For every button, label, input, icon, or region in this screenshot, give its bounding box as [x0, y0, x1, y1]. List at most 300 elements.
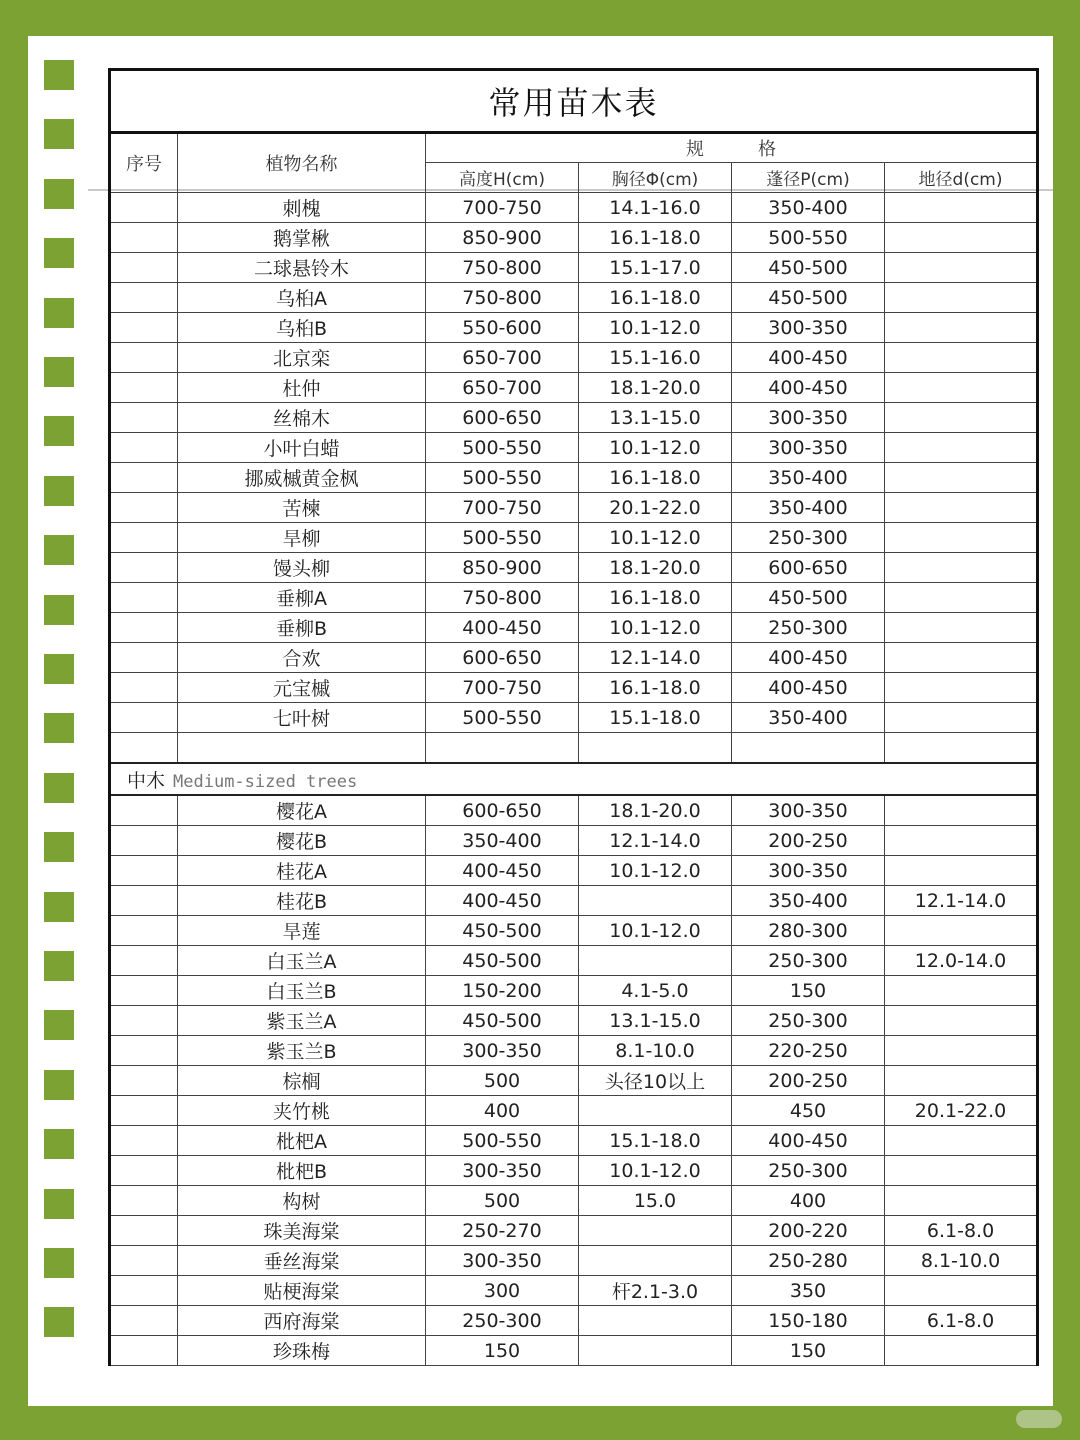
table-row: [110, 1066, 1038, 1096]
cell-crown: 280-300: [732, 916, 885, 946]
cell-height: 150: [426, 1336, 579, 1366]
cell-crown: 200-250: [732, 1066, 885, 1096]
cell-name: 旱莲: [178, 916, 426, 946]
cell-dbh: [579, 946, 732, 976]
cell-crown: 250-280: [732, 1246, 885, 1276]
cell-height: 650-700: [426, 343, 579, 373]
cell-dbh: 18.1-20.0: [579, 553, 732, 583]
cell-height: 150-200: [426, 976, 579, 1006]
cell-crown: 450-500: [732, 283, 885, 313]
table-row: [110, 1096, 1038, 1126]
table-row: [110, 1126, 1038, 1156]
cell-height: 350-400: [426, 826, 579, 856]
blank-cell: [178, 733, 426, 764]
cell-name: 垂丝海棠: [178, 1246, 426, 1276]
cell-height: 300: [426, 1276, 579, 1306]
cell-name: 元宝槭: [178, 673, 426, 703]
cell-name: 垂柳A: [178, 583, 426, 613]
cell-crown: 450-500: [732, 253, 885, 283]
cell-ground: [885, 283, 1038, 313]
cell-dbh: 14.1-16.0: [579, 193, 732, 223]
cell-dbh: 15.0: [579, 1186, 732, 1216]
section-label-cn: 中木: [127, 769, 166, 792]
header-ground: 地径d(cm): [885, 163, 1038, 193]
cell-seq: [110, 1066, 178, 1096]
cell-height: 750-800: [426, 253, 579, 283]
cell-ground: [885, 553, 1038, 583]
cell-ground: [885, 223, 1038, 253]
cell-name: 紫玉兰B: [178, 1036, 426, 1066]
cell-crown: 400-450: [732, 643, 885, 673]
header-dbh: 胸径Φ(cm): [579, 163, 732, 193]
cell-name: 枇杷A: [178, 1126, 426, 1156]
cell-seq: [110, 433, 178, 463]
cell-ground: [885, 433, 1038, 463]
cell-seq: [110, 463, 178, 493]
table-row: [110, 553, 1038, 583]
cell-height: 250-300: [426, 1306, 579, 1336]
cell-dbh: 20.1-22.0: [579, 493, 732, 523]
cell-crown: 400-450: [732, 343, 885, 373]
cell-ground: 20.1-22.0: [885, 1096, 1038, 1126]
decorative-square: [44, 773, 74, 803]
cell-height: 400-450: [426, 856, 579, 886]
cell-height: 450-500: [426, 1006, 579, 1036]
cell-name: 七叶树: [178, 703, 426, 733]
cell-name: 二球悬铃木: [178, 253, 426, 283]
cell-height: 400-450: [426, 886, 579, 916]
cell-dbh: 8.1-10.0: [579, 1036, 732, 1066]
cell-crown: 250-300: [732, 613, 885, 643]
cell-ground: 6.1-8.0: [885, 1216, 1038, 1246]
cell-crown: 350-400: [732, 886, 885, 916]
cell-seq: [110, 946, 178, 976]
blank-row: [110, 733, 1038, 764]
cell-dbh: 10.1-12.0: [579, 523, 732, 553]
cell-crown: 400-450: [732, 373, 885, 403]
cell-dbh: 18.1-20.0: [579, 373, 732, 403]
cell-ground: [885, 1336, 1038, 1366]
table-row: [110, 1306, 1038, 1336]
cell-height: 500-550: [426, 463, 579, 493]
cell-name: 珍珠梅: [178, 1336, 426, 1366]
cell-seq: [110, 1156, 178, 1186]
decorative-square: [44, 595, 74, 625]
cell-ground: [885, 1186, 1038, 1216]
table-row: [110, 1036, 1038, 1066]
cell-height: 700-750: [426, 493, 579, 523]
table-row: [110, 283, 1038, 313]
cell-crown: 300-350: [732, 795, 885, 826]
decorative-square: [44, 179, 74, 209]
cell-seq: [110, 1276, 178, 1306]
table-row: [110, 613, 1038, 643]
cell-dbh: 12.1-14.0: [579, 826, 732, 856]
cell-name: 合欢: [178, 643, 426, 673]
table-row: [110, 946, 1038, 976]
cell-ground: [885, 253, 1038, 283]
cell-ground: [885, 403, 1038, 433]
section-row-medium: [110, 763, 1038, 795]
cell-name: 樱花B: [178, 826, 426, 856]
cell-seq: [110, 283, 178, 313]
cell-ground: [885, 795, 1038, 826]
blank-cell: [579, 733, 732, 764]
cell-name: 构树: [178, 1186, 426, 1216]
cell-ground: 8.1-10.0: [885, 1246, 1038, 1276]
decorative-square: [44, 1129, 74, 1159]
cell-ground: 12.1-14.0: [885, 886, 1038, 916]
cell-dbh: 10.1-12.0: [579, 433, 732, 463]
cell-dbh: 16.1-18.0: [579, 283, 732, 313]
cell-height: 450-500: [426, 946, 579, 976]
cell-crown: 300-350: [732, 433, 885, 463]
table-row: [110, 703, 1038, 733]
cell-height: 700-750: [426, 673, 579, 703]
cell-ground: [885, 463, 1038, 493]
cell-dbh: [579, 1216, 732, 1246]
seedling-table-sheet: [108, 68, 1040, 1378]
cell-dbh: 杆2.1-3.0: [579, 1276, 732, 1306]
cell-crown: 300-350: [732, 403, 885, 433]
cell-height: 850-900: [426, 553, 579, 583]
cell-dbh: 4.1-5.0: [579, 976, 732, 1006]
cell-ground: [885, 373, 1038, 403]
cell-dbh: 16.1-18.0: [579, 673, 732, 703]
cell-seq: [110, 253, 178, 283]
section-label-en: Medium-sized trees: [173, 771, 358, 792]
header-spec: 规 格: [426, 133, 1038, 163]
decorative-square: [44, 416, 74, 446]
cell-seq: [110, 916, 178, 946]
cell-seq: [110, 223, 178, 253]
blank-cell: [426, 733, 579, 764]
cell-ground: [885, 1036, 1038, 1066]
cell-seq: [110, 613, 178, 643]
cell-name: 挪威槭黄金枫: [178, 463, 426, 493]
cell-seq: [110, 1186, 178, 1216]
cell-height: 400: [426, 1096, 579, 1126]
cell-seq: [110, 856, 178, 886]
cell-seq: [110, 826, 178, 856]
table-row: [110, 403, 1038, 433]
cell-dbh: 10.1-12.0: [579, 1156, 732, 1186]
seedling-table: [108, 68, 1039, 1366]
cell-dbh: 15.1-16.0: [579, 343, 732, 373]
table-row: [110, 1276, 1038, 1306]
cell-crown: 350-400: [732, 193, 885, 223]
cell-ground: [885, 613, 1038, 643]
cell-crown: 450: [732, 1096, 885, 1126]
decorative-square: [44, 60, 74, 90]
cell-name: 白玉兰A: [178, 946, 426, 976]
cell-ground: [885, 673, 1038, 703]
cell-seq: [110, 343, 178, 373]
cell-dbh: 16.1-18.0: [579, 463, 732, 493]
cell-seq: [110, 553, 178, 583]
decorative-square: [44, 535, 74, 565]
header-crown: 蓬径P(cm): [732, 163, 885, 193]
cell-crown: 450-500: [732, 583, 885, 613]
cell-name: 鹅掌楸: [178, 223, 426, 253]
table-row: [110, 643, 1038, 673]
cell-name: 白玉兰B: [178, 976, 426, 1006]
cell-dbh: 16.1-18.0: [579, 583, 732, 613]
cell-dbh: 12.1-14.0: [579, 643, 732, 673]
cell-ground: [885, 976, 1038, 1006]
cell-dbh: 13.1-15.0: [579, 403, 732, 433]
cell-dbh: 15.1-18.0: [579, 703, 732, 733]
cell-crown: 300-350: [732, 313, 885, 343]
cell-seq: [110, 1096, 178, 1126]
cell-seq: [110, 583, 178, 613]
cell-seq: [110, 886, 178, 916]
table-row: [110, 193, 1038, 223]
cell-seq: [110, 493, 178, 523]
decorative-square: [44, 654, 74, 684]
decorative-square: [44, 951, 74, 981]
cell-dbh: 13.1-15.0: [579, 1006, 732, 1036]
table-row: [110, 343, 1038, 373]
cell-crown: 250-300: [732, 1156, 885, 1186]
table-row: [110, 313, 1038, 343]
cell-crown: 350: [732, 1276, 885, 1306]
cell-seq: [110, 703, 178, 733]
cell-height: 700-750: [426, 193, 579, 223]
cell-height: 600-650: [426, 643, 579, 673]
table-row: [110, 1216, 1038, 1246]
cell-ground: [885, 523, 1038, 553]
cell-crown: 200-220: [732, 1216, 885, 1246]
cell-name: 小叶白蜡: [178, 433, 426, 463]
table-row: [110, 856, 1038, 886]
cell-seq: [110, 976, 178, 1006]
blank-cell: [732, 733, 885, 764]
decorative-square: [44, 298, 74, 328]
cell-seq: [110, 1216, 178, 1246]
cell-height: 500-550: [426, 523, 579, 553]
cell-crown: 250-300: [732, 946, 885, 976]
cell-ground: 6.1-8.0: [885, 1306, 1038, 1336]
decorative-square: [44, 713, 74, 743]
cell-ground: [885, 583, 1038, 613]
page-title: 常用苗木表: [110, 70, 1038, 133]
cell-dbh: 16.1-18.0: [579, 223, 732, 253]
cell-crown: 150: [732, 1336, 885, 1366]
decorative-square: [44, 238, 74, 268]
table-row: [110, 433, 1038, 463]
table-row: [110, 1186, 1038, 1216]
cell-name: 馒头柳: [178, 553, 426, 583]
cell-ground: [885, 856, 1038, 886]
cell-ground: [885, 643, 1038, 673]
cell-seq: [110, 1246, 178, 1276]
cell-crown: 150: [732, 976, 885, 1006]
cell-crown: 600-650: [732, 553, 885, 583]
cell-dbh: [579, 1246, 732, 1276]
cell-crown: 400: [732, 1186, 885, 1216]
header-height: 高度H(cm): [426, 163, 579, 193]
table-row: [110, 1006, 1038, 1036]
cell-height: 400-450: [426, 613, 579, 643]
cell-name: 桂花A: [178, 856, 426, 886]
cell-ground: [885, 916, 1038, 946]
cell-name: 旱柳: [178, 523, 426, 553]
cell-seq: [110, 795, 178, 826]
cell-height: 550-600: [426, 313, 579, 343]
cell-dbh: [579, 1096, 732, 1126]
table-row: [110, 523, 1038, 553]
cell-seq: [110, 1126, 178, 1156]
cell-height: 300-350: [426, 1156, 579, 1186]
cell-height: 300-350: [426, 1036, 579, 1066]
cell-name: 枇杷B: [178, 1156, 426, 1186]
cell-crown: 250-300: [732, 1006, 885, 1036]
cell-name: 乌桕B: [178, 313, 426, 343]
cell-height: 500-550: [426, 1126, 579, 1156]
cell-crown: 350-400: [732, 493, 885, 523]
cell-crown: 500-550: [732, 223, 885, 253]
cell-height: 750-800: [426, 283, 579, 313]
cell-height: 250-270: [426, 1216, 579, 1246]
cell-dbh: 15.1-17.0: [579, 253, 732, 283]
cell-crown: 300-350: [732, 856, 885, 886]
cell-crown: 400-450: [732, 673, 885, 703]
cell-seq: [110, 1306, 178, 1336]
cell-ground: 12.0-14.0: [885, 946, 1038, 976]
cell-name: 西府海棠: [178, 1306, 426, 1336]
table-row: [110, 886, 1038, 916]
cell-ground: [885, 826, 1038, 856]
cell-name: 贴梗海棠: [178, 1276, 426, 1306]
table-row: [110, 795, 1038, 826]
table-row: [110, 673, 1038, 703]
decorative-square: [44, 1248, 74, 1278]
blank-cell: [110, 733, 178, 764]
header-row-1: [110, 133, 1038, 163]
watermark-badge: [1016, 1410, 1062, 1428]
decorative-square: [44, 1307, 74, 1337]
cell-ground: [885, 193, 1038, 223]
cell-name: 乌桕A: [178, 283, 426, 313]
cell-ground: [885, 1276, 1038, 1306]
table-row: [110, 1246, 1038, 1276]
cell-crown: 150-180: [732, 1306, 885, 1336]
cell-dbh: 头径10以上: [579, 1066, 732, 1096]
cell-seq: [110, 313, 178, 343]
cell-name: 棕榈: [178, 1066, 426, 1096]
header-seq: 序号: [110, 133, 178, 193]
cell-height: 500: [426, 1186, 579, 1216]
cell-crown: 400-450: [732, 1126, 885, 1156]
cell-seq: [110, 193, 178, 223]
cell-height: 500-550: [426, 703, 579, 733]
cell-seq: [110, 373, 178, 403]
table-row: [110, 583, 1038, 613]
cell-name: 垂柳B: [178, 613, 426, 643]
cell-ground: [885, 1066, 1038, 1096]
cell-dbh: 10.1-12.0: [579, 313, 732, 343]
cell-seq: [110, 403, 178, 433]
cell-crown: 350-400: [732, 703, 885, 733]
cell-name: 珠美海棠: [178, 1216, 426, 1246]
table-row: [110, 463, 1038, 493]
decorative-square: [44, 1070, 74, 1100]
cell-height: 450-500: [426, 916, 579, 946]
table-row: [110, 1156, 1038, 1186]
cell-name: 北京栾: [178, 343, 426, 373]
table-row: [110, 976, 1038, 1006]
cell-dbh: [579, 1306, 732, 1336]
cell-name: 紫玉兰A: [178, 1006, 426, 1036]
table-row: [110, 253, 1038, 283]
cell-height: 850-900: [426, 223, 579, 253]
cell-seq: [110, 643, 178, 673]
cell-dbh: [579, 886, 732, 916]
cell-dbh: [579, 1336, 732, 1366]
cell-dbh: 15.1-18.0: [579, 1126, 732, 1156]
title-row: [110, 70, 1038, 133]
cell-seq: [110, 523, 178, 553]
table-row: [110, 1336, 1038, 1366]
cell-name: 夹竹桃: [178, 1096, 426, 1126]
cell-seq: [110, 1336, 178, 1366]
cell-height: 750-800: [426, 583, 579, 613]
cell-ground: [885, 703, 1038, 733]
decorative-square: [44, 357, 74, 387]
cell-ground: [885, 313, 1038, 343]
cell-crown: 350-400: [732, 463, 885, 493]
cell-seq: [110, 673, 178, 703]
table-row: [110, 826, 1038, 856]
cell-name: 苦楝: [178, 493, 426, 523]
cell-height: 600-650: [426, 795, 579, 826]
cell-dbh: 18.1-20.0: [579, 795, 732, 826]
table-row: [110, 223, 1038, 253]
cell-name: 丝棉木: [178, 403, 426, 433]
table-row: [110, 493, 1038, 523]
cell-height: 300-350: [426, 1246, 579, 1276]
cell-dbh: 10.1-12.0: [579, 613, 732, 643]
cell-height: 500-550: [426, 433, 579, 463]
cell-ground: [885, 493, 1038, 523]
decorative-square: [44, 1010, 74, 1040]
cell-crown: 250-300: [732, 523, 885, 553]
decorative-square: [44, 119, 74, 149]
header-name: 植物名称: [178, 133, 426, 193]
cell-name: 刺槐: [178, 193, 426, 223]
decorative-square: [44, 1189, 74, 1219]
cell-ground: [885, 1006, 1038, 1036]
decorative-square: [44, 892, 74, 922]
cell-name: 樱花A: [178, 795, 426, 826]
cell-ground: [885, 343, 1038, 373]
cell-crown: 200-250: [732, 826, 885, 856]
cell-name: 杜仲: [178, 373, 426, 403]
decorative-square: [44, 476, 74, 506]
cell-height: 500: [426, 1066, 579, 1096]
blank-cell: [885, 733, 1038, 764]
cell-seq: [110, 1006, 178, 1036]
cell-ground: [885, 1126, 1038, 1156]
cell-dbh: 10.1-12.0: [579, 916, 732, 946]
table-row: [110, 373, 1038, 403]
section-label: [110, 763, 1038, 795]
cell-seq: [110, 1036, 178, 1066]
cell-height: 600-650: [426, 403, 579, 433]
cell-height: 650-700: [426, 373, 579, 403]
decorative-square: [44, 832, 74, 862]
